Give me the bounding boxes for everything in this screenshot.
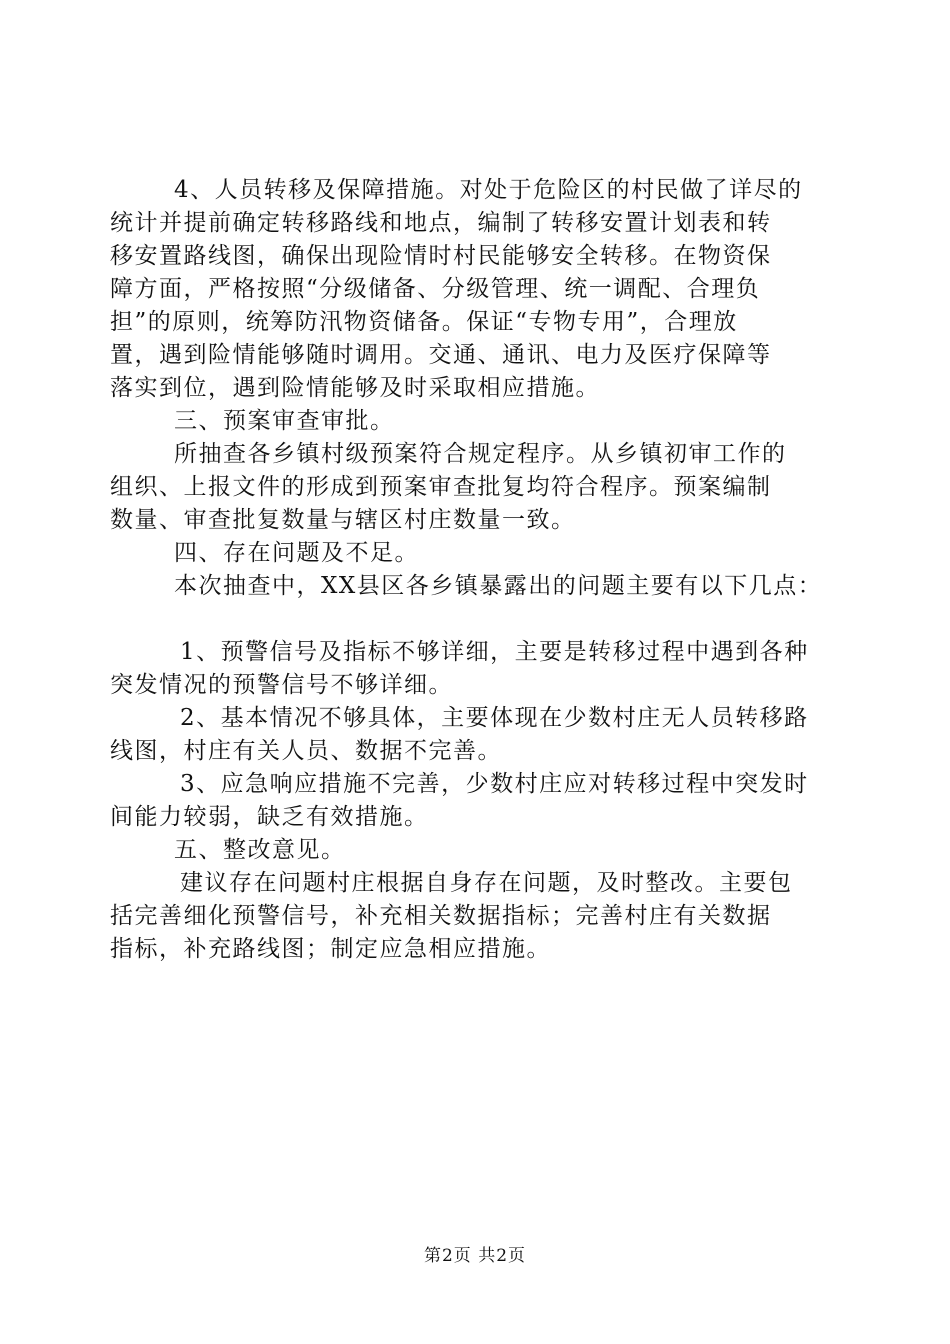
paragraph-line: 3、应急响应措施不完善，少数村庄应对转移过程中突发时 <box>180 771 809 797</box>
paragraph-line: 本次抽查中，XX县区各乡镇暴露出的问题主要有以下几点： <box>174 573 823 599</box>
paragraph-line: 统计并提前确定转移路线和地点，编制了转移安置计划表和转 <box>110 210 772 236</box>
paragraph-line: 1、预警信号及指标不够详细，主要是转移过程中遇到各种 <box>180 639 809 665</box>
page-number-footer: 第2页 共2页 <box>423 1246 527 1266</box>
paragraph-line: 数量、审查批复数量与辖区村庄数量一致。 <box>110 507 576 533</box>
paragraph-line: 移安置路线图，确保出现险情时村民能够安全转移。在物资保 <box>110 243 772 269</box>
paragraph-line: 2、基本情况不够具体，主要体现在少数村庄无人员转移路 <box>180 705 809 731</box>
paragraph-line: 置，遇到险情能够随时调用。交通、通讯、电力及医疗保障等 <box>110 342 772 368</box>
paragraph-line: 指标，补充路线图；制定应急相应措施。 <box>110 936 551 962</box>
paragraph-line: 组织、上报文件的形成到预案审查批复均符合程序。预案编制 <box>110 474 772 500</box>
paragraph-line: 4、人员转移及保障措施。对处于危险区的村民做了详尽的 <box>174 177 803 203</box>
section-heading: 四、存在问题及不足。 <box>174 540 419 566</box>
paragraph-line: 括完善细化预警信号，补充相关数据指标；完善村庄有关数据 <box>110 903 772 929</box>
paragraph-line: 线图，村庄有关人员、数据不完善。 <box>110 738 502 764</box>
paragraph-line: 建议存在问题村庄根据自身存在问题，及时整改。主要包 <box>180 870 793 896</box>
document-body <box>110 174 840 966</box>
section-heading: 五、整改意见。 <box>174 837 346 863</box>
paragraph-line: 间能力较弱，缺乏有效措施。 <box>110 804 429 830</box>
paragraph-line: 担”的原则，统筹防汛物资储备。保证“专物专用”，合理放 <box>110 309 738 335</box>
paragraph-line: 障方面，严格按照“分级储备、分级管理、统一调配、合理负 <box>110 276 761 302</box>
section-heading: 三、预案审查审批。 <box>174 408 395 434</box>
paragraph-line: 突发情况的预警信号不够详细。 <box>110 672 453 698</box>
paragraph-line: 落实到位，遇到险情能够及时采取相应措施。 <box>110 375 600 401</box>
blank-line <box>110 603 840 636</box>
paragraph-line: 所抽查各乡镇村级预案符合规定程序。从乡镇初审工作的 <box>174 441 787 467</box>
